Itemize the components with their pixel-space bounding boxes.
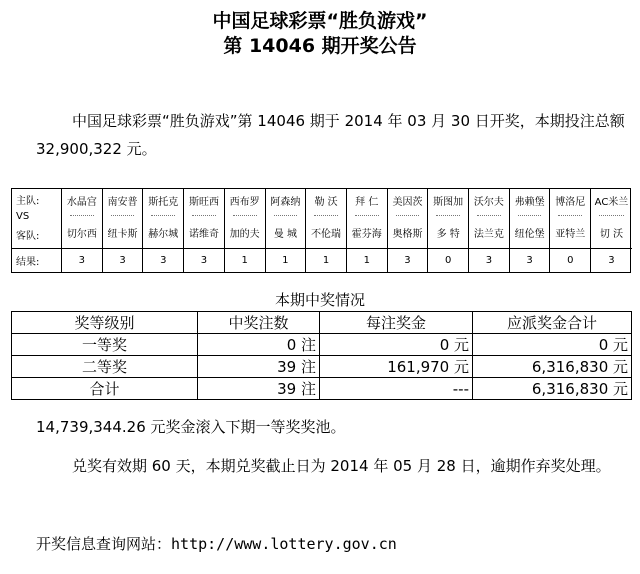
header-total-payout: 应派奖金合计: [473, 312, 632, 334]
prize-section-title: 本期中奖情况: [274, 291, 365, 309]
home-team: 斯旺西: [184, 189, 225, 209]
rollover-note: 14,739,344.26 元奖金滚入下期一等奖奖池。: [36, 418, 346, 436]
website-label: 开奖信息查询网站：: [36, 535, 172, 553]
match-result: 3: [184, 248, 225, 272]
match-result: 3: [388, 248, 429, 272]
header-winning-count: 中奖注数: [198, 312, 320, 334]
away-team: 诺维奇: [184, 223, 225, 245]
home-team: 水晶宫: [62, 189, 103, 209]
match-result: 3: [62, 248, 103, 272]
prize-row-second: [12, 356, 632, 378]
home-team: 阿森纳: [266, 189, 307, 209]
vs-separator: [306, 209, 347, 223]
away-team: 赫尔城: [143, 223, 184, 245]
match-result: 1: [225, 248, 266, 272]
match-result: 1: [347, 248, 388, 272]
away-team: 切尔西: [62, 223, 103, 245]
winning-count: 39 注: [198, 378, 320, 400]
vs-separator: [510, 209, 551, 223]
vs-separator: [347, 209, 388, 223]
away-team: 法兰克: [469, 223, 510, 245]
match-result: 1: [306, 248, 347, 272]
prize-table: [11, 311, 632, 400]
vs-label: VS: [12, 209, 62, 223]
match-result: 0: [550, 248, 591, 272]
home-team: AC米兰: [594, 197, 629, 208]
vs-separator: [143, 209, 184, 223]
total-payout: 0 元: [473, 334, 632, 356]
home-team: 西布罗: [225, 189, 266, 209]
match-result: 3: [103, 248, 144, 272]
away-team: 加的夫: [225, 223, 266, 245]
prize-level: 合计: [12, 378, 198, 400]
match-result: 3: [591, 248, 632, 272]
away-team-label: 客队:: [12, 223, 62, 245]
announcement-subtitle: 第 14046 期开奖公告: [223, 35, 417, 57]
home-team: 斯托克: [143, 189, 184, 209]
vs-separator: [184, 209, 225, 223]
intro-paragraph: 中国足球彩票“胜负游戏”第 14046 期于 2014 年 03 月 30 日开奖，本期投注总额 32,900,322 元。: [36, 112, 625, 158]
home-team: 博洛尼: [550, 189, 591, 209]
vs-separator: [591, 209, 632, 223]
home-team-label: 主队:: [12, 189, 62, 209]
prize-per-bet: 0 元: [320, 334, 473, 356]
away-team: 不伦瑞: [306, 223, 347, 245]
away-team: 曼 城: [266, 223, 307, 245]
vs-separator: [225, 209, 266, 223]
match-result: 1: [266, 248, 307, 272]
away-team: 纽卡斯: [103, 223, 144, 245]
vs-separator: [550, 209, 591, 223]
away-team: 纽伦堡: [510, 223, 551, 245]
away-team: 多 特: [428, 223, 469, 245]
prize-per-bet: 161,970 元: [320, 356, 473, 378]
home-team: 南安普: [103, 189, 144, 209]
winning-count: 39 注: [198, 356, 320, 378]
prize-table-header-row: [12, 312, 632, 334]
away-team: 亚特兰: [550, 223, 591, 245]
vs-separator: [428, 209, 469, 223]
header-prize-level: 奖等级别: [12, 312, 198, 334]
website-link[interactable]: http://www.lottery.gov.cn: [171, 535, 397, 553]
winning-count: 0 注: [198, 334, 320, 356]
home-team: 沃尔夫: [469, 189, 510, 209]
vs-separator: [469, 209, 510, 223]
vs-separator: [388, 209, 429, 223]
home-team: 拜 仁: [347, 189, 388, 209]
away-team: 切 沃: [599, 229, 624, 240]
away-team: 奥格斯: [388, 223, 429, 245]
vs-separator: [266, 209, 307, 223]
match-result: 3: [143, 248, 184, 272]
home-team: 勒 沃: [306, 189, 347, 209]
website-line: [36, 530, 632, 558]
match-result: 3: [510, 248, 551, 272]
prize-level: 二等奖: [12, 356, 198, 378]
prize-row-total: [12, 378, 632, 400]
prize-per-bet: ---: [320, 378, 473, 400]
total-payout: 6,316,830 元: [473, 356, 632, 378]
away-team: 霍芬海: [347, 223, 388, 245]
prize-level: 一等奖: [12, 334, 198, 356]
vs-separator: [103, 209, 144, 223]
claim-notice: 兑奖有效期 60 天，本期兑奖截止日为 2014 年 05 月 28 日，逾期作弃奖处理。: [72, 457, 611, 475]
match-result: 3: [469, 248, 510, 272]
home-team: 弗赖堡: [510, 189, 551, 209]
header-prize-per-bet: 每注奖金: [320, 312, 473, 334]
match-result: 0: [428, 248, 469, 272]
total-payout: 6,316,830 元: [473, 378, 632, 400]
announcement-title: 中国足球彩票“胜负游戏”: [212, 10, 428, 32]
home-team: 斯图加: [428, 189, 469, 209]
result-label: 结果:: [12, 248, 62, 272]
prize-row-first: [12, 334, 632, 356]
matches-table: [11, 188, 631, 273]
home-team: 美因茨: [388, 189, 429, 209]
vs-separator: [62, 209, 103, 223]
